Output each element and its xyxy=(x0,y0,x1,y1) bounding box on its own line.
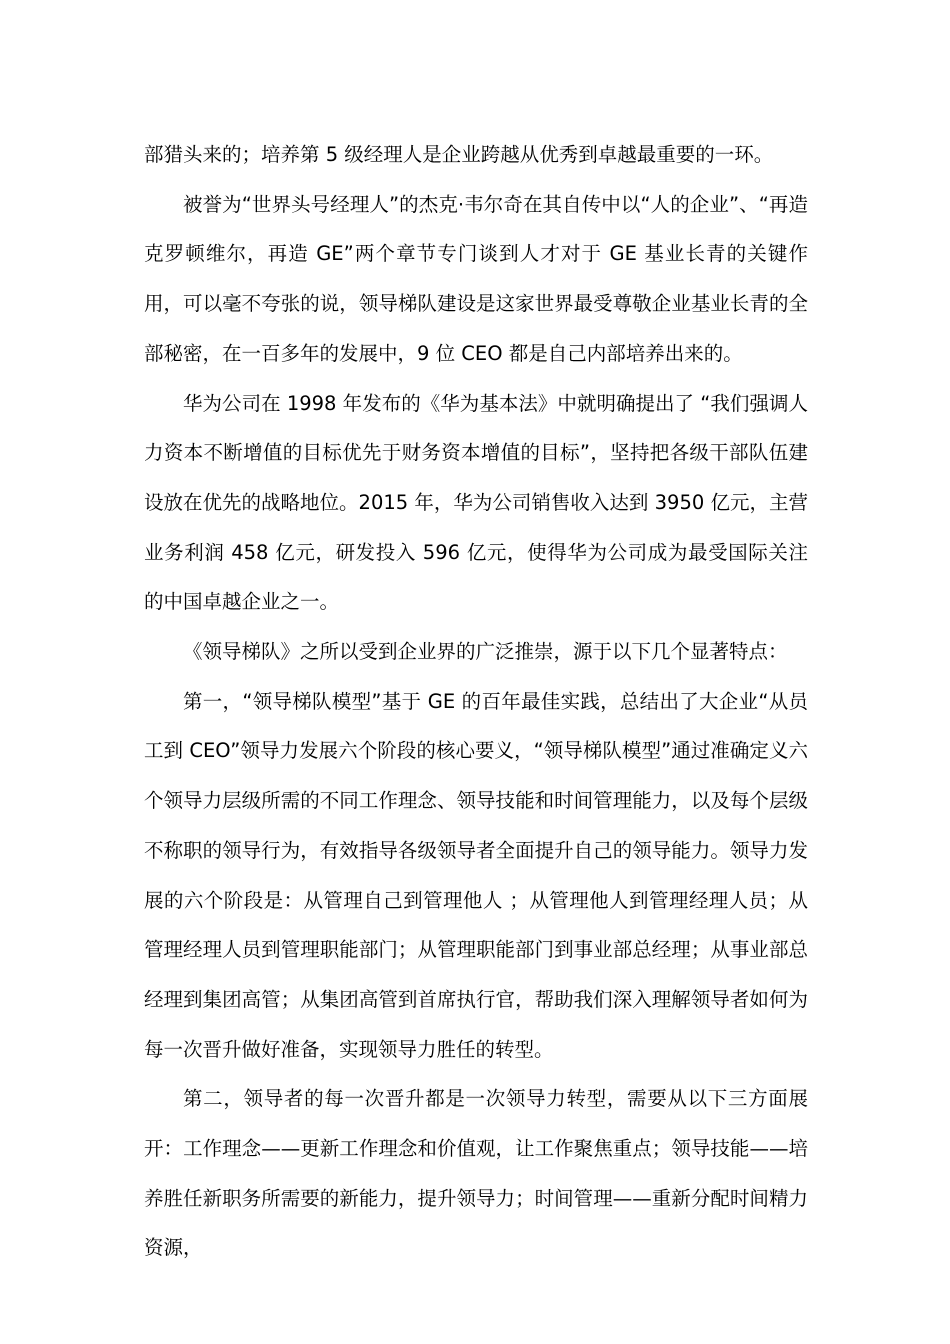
paragraph-6: 第二，领导者的每一次晋升都是一次领导力转型，需要从以下三方面展开：工作理念——更新工作理念和价值观，让工作聚焦重点；领导技能——培养胜任新职务所需要的新能力，提升领导力；时间管理——重新分配时间精力资源， xyxy=(144,1087,808,1260)
document-body xyxy=(144,130,808,1273)
paragraph-3: 华为公司在 1998 年发布的《华为基本法》中就明确提出了 “我们强调人力资本不断增值的目标优先于财务资本增值的目标”，坚持把各级干部队伍建设放在优先的战略地位。2015 年，华为公司销售收入达到 3950 亿元，主营业务利润 458 亿元，研发投入 596 亿元，使得华为公司成为最受国际关注的中国卓越企业之一。 xyxy=(144,391,808,614)
paragraph-1: 部猎头来的；培养第 5 级经理人是企业跨越从优秀到卓越最重要的一环。 xyxy=(144,143,774,166)
paragraph-5: 第一，“领导梯队模型”基于 GE 的百年最佳实践，总结出了大企业“从员工到 CEO”领导力发展六个阶段的核心要义，“领导梯队模型”通过准确定义六个领导力层级所需的不同工作理念、领导技能和时间管理能力，以及每个层级不称职的领导行为，有效指导各级领导者全面提升自己的领导能力。领导力发展的六个阶段是：从管理自己到管理他人 ；从管理他人到管理经理人员；从管理经理人员到管理职能部门；从管理职能部门到事业部总经理；从事业部总经理到集团高管；从集团高管到首席执行官，帮助我们深入理解领导者如何为每一次晋升做好准备，实现领导力胜任的转型。 xyxy=(144,689,808,1061)
paragraph-4: 《领导梯队》之所以受到企业界的广泛推崇，源于以下几个显著特点： xyxy=(183,640,788,664)
paragraph-2: 被誉为“世界头号经理人”的杰克·韦尔奇在其自传中以“人的企业”、“再造克罗顿维尔，再造 GE”两个章节专门谈到人才对于 GE 基业长青的关键作用，可以毫不夸张的说，领导梯队建设是这家世界最受尊敬企业基业长青的全部秘密，在一百多年的发展中，9 位 CEO 都是自己内部培养出来的。 xyxy=(144,192,808,365)
